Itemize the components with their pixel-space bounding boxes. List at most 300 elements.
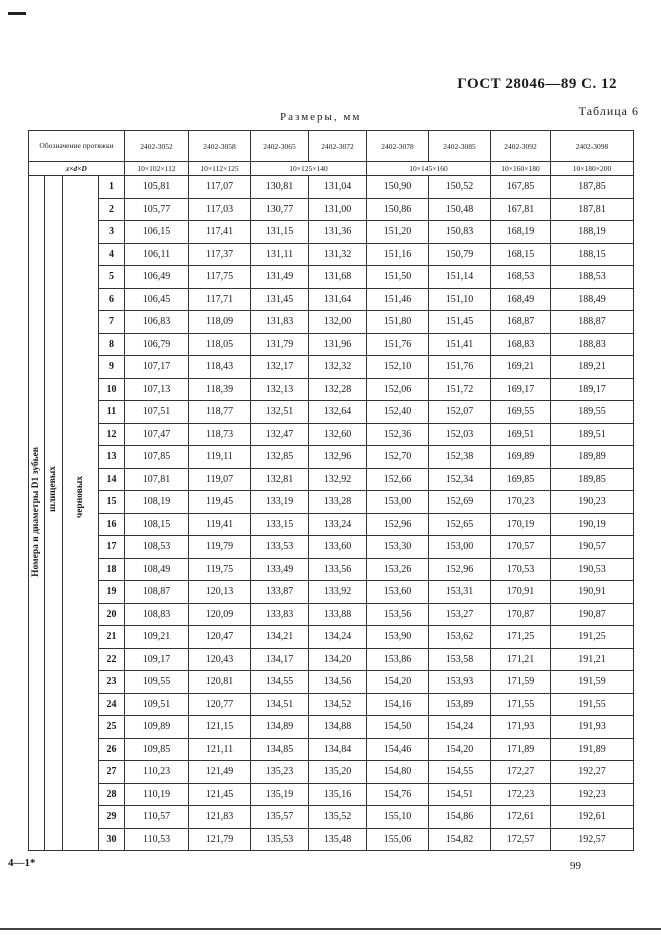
- diameter-value: 170,19: [491, 513, 551, 536]
- diameter-value: 169,85: [491, 468, 551, 491]
- tooth-number: 13: [99, 446, 125, 469]
- diameter-value: 131,04: [309, 176, 367, 199]
- vertical-label-cell: [63, 176, 99, 851]
- diameter-value: 133,15: [251, 513, 309, 536]
- diameter-value: 135,48: [309, 828, 367, 851]
- diameter-value: 109,55: [125, 671, 189, 694]
- table-row: [29, 176, 634, 199]
- diameter-value: 189,51: [551, 423, 634, 446]
- tooth-number: 21: [99, 626, 125, 649]
- diameter-value: 132,96: [309, 446, 367, 469]
- diameter-value: 108,15: [125, 513, 189, 536]
- diameter-value: 152,36: [367, 423, 429, 446]
- code-header: 2402-3058: [189, 131, 251, 162]
- code-header: 2402-3092: [491, 131, 551, 162]
- diameter-value: 191,25: [551, 626, 634, 649]
- tooth-number: 14: [99, 468, 125, 491]
- table-row: [29, 738, 634, 761]
- diameter-value: 153,89: [429, 693, 491, 716]
- diameter-value: 118,39: [189, 378, 251, 401]
- diameter-value: 134,21: [251, 626, 309, 649]
- diameter-value: 134,51: [251, 693, 309, 716]
- diameter-value: 135,23: [251, 761, 309, 784]
- scan-corner-mark: [8, 12, 26, 15]
- diameter-value: 134,55: [251, 671, 309, 694]
- diameter-value: 170,23: [491, 491, 551, 514]
- size-group-header: 10×145×160: [367, 162, 491, 176]
- diameter-value: 121,49: [189, 761, 251, 784]
- diameter-value: 132,81: [251, 468, 309, 491]
- diameter-value: 153,56: [367, 603, 429, 626]
- diameter-value: 121,83: [189, 806, 251, 829]
- tooth-number: 2: [99, 198, 125, 221]
- diameter-value: 188,15: [551, 243, 634, 266]
- vertical-label: Номера и диаметры D1 зубьев: [30, 446, 41, 577]
- vertical-label: шлицевых: [47, 466, 58, 512]
- diameter-value: 109,51: [125, 693, 189, 716]
- table-row: [29, 378, 634, 401]
- diameter-value: 131,15: [251, 221, 309, 244]
- diameter-value: 150,83: [429, 221, 491, 244]
- diameter-value: 152,96: [429, 558, 491, 581]
- diameter-value: 131,68: [309, 266, 367, 289]
- diameter-value: 121,45: [189, 783, 251, 806]
- diameter-value: 150,90: [367, 176, 429, 199]
- tooth-number: 11: [99, 401, 125, 424]
- diameter-value: 171,93: [491, 716, 551, 739]
- tooth-number: 4: [99, 243, 125, 266]
- tooth-number: 17: [99, 536, 125, 559]
- code-header: 2402-3098: [551, 131, 634, 162]
- diameter-value: 132,00: [309, 311, 367, 334]
- diameter-value: 110,23: [125, 761, 189, 784]
- diameter-value: 190,23: [551, 491, 634, 514]
- diameter-value: 151,14: [429, 266, 491, 289]
- table-row: [29, 311, 634, 334]
- diameter-value: 132,32: [309, 356, 367, 379]
- diameter-value: 154,20: [429, 738, 491, 761]
- table-row: [29, 401, 634, 424]
- diameter-value: 107,85: [125, 446, 189, 469]
- tooth-number: 28: [99, 783, 125, 806]
- table-label: Таблица 6: [578, 104, 639, 118]
- diameter-value: 153,86: [367, 648, 429, 671]
- diameter-value: 153,00: [429, 536, 491, 559]
- diameter-value: 121,15: [189, 716, 251, 739]
- diameter-value: 189,55: [551, 401, 634, 424]
- diameter-value: 117,07: [189, 176, 251, 199]
- diameter-value: 134,89: [251, 716, 309, 739]
- diameter-value: 187,85: [551, 176, 634, 199]
- diameter-value: 110,19: [125, 783, 189, 806]
- diameter-value: 133,28: [309, 491, 367, 514]
- code-header: 2402-3085: [429, 131, 491, 162]
- code-header: 2402-3078: [367, 131, 429, 162]
- diameter-value: 119,79: [189, 536, 251, 559]
- diameter-value: 133,56: [309, 558, 367, 581]
- diameter-value: 106,15: [125, 221, 189, 244]
- table-row: [29, 513, 634, 536]
- diameter-value: 190,91: [551, 581, 634, 604]
- diameter-value: 152,40: [367, 401, 429, 424]
- diameter-value: 106,45: [125, 288, 189, 311]
- diameter-value: 188,53: [551, 266, 634, 289]
- diameter-value: 131,00: [309, 198, 367, 221]
- diameter-value: 151,76: [429, 356, 491, 379]
- tooth-number: 6: [99, 288, 125, 311]
- diameter-value: 131,32: [309, 243, 367, 266]
- diameter-value: 153,58: [429, 648, 491, 671]
- diameter-value: 131,49: [251, 266, 309, 289]
- diameter-value: 131,83: [251, 311, 309, 334]
- vertical-label-cell: [45, 176, 63, 851]
- diameter-value: 134,84: [309, 738, 367, 761]
- diameter-value: 131,45: [251, 288, 309, 311]
- diameter-value: 106,83: [125, 311, 189, 334]
- diameter-value: 132,51: [251, 401, 309, 424]
- diameter-value: 151,50: [367, 266, 429, 289]
- diameter-value: 154,86: [429, 806, 491, 829]
- diameter-value: 170,91: [491, 581, 551, 604]
- diameter-value: 154,46: [367, 738, 429, 761]
- diameter-value: 188,19: [551, 221, 634, 244]
- table-row: [29, 221, 634, 244]
- diameter-value: 134,88: [309, 716, 367, 739]
- tooth-number: 16: [99, 513, 125, 536]
- tooth-number: 26: [99, 738, 125, 761]
- table-row: [29, 356, 634, 379]
- table-row: [29, 423, 634, 446]
- diameter-value: 119,07: [189, 468, 251, 491]
- diameter-value: 133,87: [251, 581, 309, 604]
- diameter-value: 120,77: [189, 693, 251, 716]
- tooth-number: 24: [99, 693, 125, 716]
- diameter-value: 110,53: [125, 828, 189, 851]
- diameter-value: 171,21: [491, 648, 551, 671]
- table-row: [29, 243, 634, 266]
- diameter-value: 152,03: [429, 423, 491, 446]
- diameter-value: 153,62: [429, 626, 491, 649]
- diameter-value: 133,92: [309, 581, 367, 604]
- diameter-value: 132,47: [251, 423, 309, 446]
- diameter-value: 170,53: [491, 558, 551, 581]
- diameter-value: 107,17: [125, 356, 189, 379]
- diameter-value: 132,60: [309, 423, 367, 446]
- diameter-value: 108,87: [125, 581, 189, 604]
- tooth-number: 15: [99, 491, 125, 514]
- table-row: [29, 558, 634, 581]
- diameter-value: 171,89: [491, 738, 551, 761]
- dimensions-table: [28, 130, 634, 851]
- diameter-value: 154,20: [367, 671, 429, 694]
- diameter-value: 191,89: [551, 738, 634, 761]
- diameter-value: 132,85: [251, 446, 309, 469]
- diameter-value: 153,60: [367, 581, 429, 604]
- diameter-value: 117,37: [189, 243, 251, 266]
- diameter-value: 120,13: [189, 581, 251, 604]
- diameter-value: 152,65: [429, 513, 491, 536]
- diameter-value: 109,85: [125, 738, 189, 761]
- diameter-value: 189,17: [551, 378, 634, 401]
- diameter-value: 131,79: [251, 333, 309, 356]
- diameter-value: 108,19: [125, 491, 189, 514]
- diameter-value: 130,77: [251, 198, 309, 221]
- diameter-value: 189,21: [551, 356, 634, 379]
- diameter-value: 117,03: [189, 198, 251, 221]
- diameter-value: 135,19: [251, 783, 309, 806]
- table-row: [29, 266, 634, 289]
- size-group-header: 10×112×125: [189, 162, 251, 176]
- diameter-value: 135,53: [251, 828, 309, 851]
- diameter-value: 154,51: [429, 783, 491, 806]
- table-row: [29, 581, 634, 604]
- diameter-value: 134,52: [309, 693, 367, 716]
- diameter-value: 188,87: [551, 311, 634, 334]
- codes-header-row: [29, 131, 634, 162]
- diameter-value: 133,60: [309, 536, 367, 559]
- diameter-value: 151,16: [367, 243, 429, 266]
- diameter-value: 135,16: [309, 783, 367, 806]
- diameter-value: 152,70: [367, 446, 429, 469]
- diameter-value: 150,48: [429, 198, 491, 221]
- diameter-value: 154,82: [429, 828, 491, 851]
- diameter-value: 133,83: [251, 603, 309, 626]
- diameter-value: 168,53: [491, 266, 551, 289]
- diameter-value: 108,49: [125, 558, 189, 581]
- diameter-value: 119,11: [189, 446, 251, 469]
- diameter-value: 107,13: [125, 378, 189, 401]
- tooth-number: 20: [99, 603, 125, 626]
- diameter-value: 190,53: [551, 558, 634, 581]
- diameter-value: 131,64: [309, 288, 367, 311]
- table-row: [29, 536, 634, 559]
- diameter-value: 191,93: [551, 716, 634, 739]
- diameter-value: 133,88: [309, 603, 367, 626]
- diameter-value: 106,11: [125, 243, 189, 266]
- diameter-value: 167,81: [491, 198, 551, 221]
- diameter-value: 191,59: [551, 671, 634, 694]
- code-header: 2402-3072: [309, 131, 367, 162]
- diameter-value: 189,85: [551, 468, 634, 491]
- formula-header: z×d×D: [29, 162, 125, 176]
- diameter-value: 132,28: [309, 378, 367, 401]
- diameter-value: 118,43: [189, 356, 251, 379]
- diameter-value: 119,41: [189, 513, 251, 536]
- tooth-number: 5: [99, 266, 125, 289]
- diameter-value: 155,06: [367, 828, 429, 851]
- diameter-value: 150,86: [367, 198, 429, 221]
- tooth-number: 19: [99, 581, 125, 604]
- diameter-value: 119,45: [189, 491, 251, 514]
- diameter-value: 133,49: [251, 558, 309, 581]
- diameter-value: 172,23: [491, 783, 551, 806]
- diameter-value: 117,75: [189, 266, 251, 289]
- footer-sheet-mark: 4—1*: [8, 857, 36, 869]
- diameter-value: 118,73: [189, 423, 251, 446]
- tooth-number: 7: [99, 311, 125, 334]
- diameter-value: 134,85: [251, 738, 309, 761]
- diameter-value: 153,30: [367, 536, 429, 559]
- diameter-value: 189,89: [551, 446, 634, 469]
- diameter-value: 153,26: [367, 558, 429, 581]
- tooth-number: 10: [99, 378, 125, 401]
- vertical-label: черновых: [74, 476, 85, 519]
- diameter-value: 154,24: [429, 716, 491, 739]
- diameter-value: 172,61: [491, 806, 551, 829]
- diameter-value: 155,10: [367, 806, 429, 829]
- size-group-header: 10×102×112: [125, 162, 189, 176]
- diameter-value: 153,31: [429, 581, 491, 604]
- diameter-value: 152,07: [429, 401, 491, 424]
- sizes-label: Размеры, мм: [280, 111, 362, 123]
- code-header: 2402-3052: [125, 131, 189, 162]
- diameter-value: 132,64: [309, 401, 367, 424]
- diameter-value: 171,55: [491, 693, 551, 716]
- diameter-value: 150,79: [429, 243, 491, 266]
- diameter-value: 133,53: [251, 536, 309, 559]
- tooth-number: 25: [99, 716, 125, 739]
- diameter-value: 120,47: [189, 626, 251, 649]
- diameter-value: 117,71: [189, 288, 251, 311]
- diameter-value: 168,83: [491, 333, 551, 356]
- tooth-number: 22: [99, 648, 125, 671]
- diameter-value: 171,59: [491, 671, 551, 694]
- diameter-value: 108,53: [125, 536, 189, 559]
- tooth-number: 9: [99, 356, 125, 379]
- diameter-value: 154,76: [367, 783, 429, 806]
- diameter-value: 107,81: [125, 468, 189, 491]
- diameter-value: 151,46: [367, 288, 429, 311]
- diameter-value: 118,05: [189, 333, 251, 356]
- table-row: [29, 783, 634, 806]
- diameter-value: 170,57: [491, 536, 551, 559]
- diameter-value: 131,96: [309, 333, 367, 356]
- diameter-value: 172,57: [491, 828, 551, 851]
- diameter-value: 169,17: [491, 378, 551, 401]
- diameter-value: 169,89: [491, 446, 551, 469]
- diameter-value: 154,80: [367, 761, 429, 784]
- diameter-value: 171,25: [491, 626, 551, 649]
- diameter-value: 151,76: [367, 333, 429, 356]
- diameter-value: 110,57: [125, 806, 189, 829]
- diameter-value: 150,52: [429, 176, 491, 199]
- code-header: 2402-3065: [251, 131, 309, 162]
- diameter-value: 109,17: [125, 648, 189, 671]
- table-row: [29, 446, 634, 469]
- diameter-value: 151,10: [429, 288, 491, 311]
- diameter-value: 152,69: [429, 491, 491, 514]
- diameter-value: 105,77: [125, 198, 189, 221]
- diameter-value: 119,75: [189, 558, 251, 581]
- diameter-value: 192,57: [551, 828, 634, 851]
- diameter-value: 153,27: [429, 603, 491, 626]
- tooth-number: 23: [99, 671, 125, 694]
- diameter-value: 135,20: [309, 761, 367, 784]
- diameter-value: 132,92: [309, 468, 367, 491]
- diameter-value: 109,21: [125, 626, 189, 649]
- diameter-value: 192,27: [551, 761, 634, 784]
- diameter-value: 151,41: [429, 333, 491, 356]
- diameter-value: 152,34: [429, 468, 491, 491]
- diameter-value: 120,09: [189, 603, 251, 626]
- diameter-value: 121,79: [189, 828, 251, 851]
- diameter-value: 109,89: [125, 716, 189, 739]
- tooth-number: 3: [99, 221, 125, 244]
- vertical-label-cell: [29, 176, 45, 851]
- diameter-value: 168,15: [491, 243, 551, 266]
- diameter-value: 151,72: [429, 378, 491, 401]
- diameter-value: 170,87: [491, 603, 551, 626]
- diameter-value: 192,61: [551, 806, 634, 829]
- diameter-value: 117,41: [189, 221, 251, 244]
- table-row: [29, 603, 634, 626]
- document-header: ГОСТ 28046—89 С. 12: [457, 76, 617, 92]
- diameter-value: 120,43: [189, 648, 251, 671]
- table-row: [29, 716, 634, 739]
- scan-bottom-line: [0, 928, 661, 930]
- diameter-value: 168,49: [491, 288, 551, 311]
- diameter-value: 133,24: [309, 513, 367, 536]
- tooth-number: 30: [99, 828, 125, 851]
- diameter-value: 135,52: [309, 806, 367, 829]
- table-row: [29, 333, 634, 356]
- diameter-value: 154,55: [429, 761, 491, 784]
- diameter-value: 151,20: [367, 221, 429, 244]
- table-row: [29, 648, 634, 671]
- page-number: 99: [570, 860, 581, 872]
- diameter-value: 188,83: [551, 333, 634, 356]
- diameter-value: 131,11: [251, 243, 309, 266]
- table-row: [29, 693, 634, 716]
- diameter-value: 191,21: [551, 648, 634, 671]
- diameter-value: 167,85: [491, 176, 551, 199]
- diameter-value: 108,83: [125, 603, 189, 626]
- diameter-value: 135,57: [251, 806, 309, 829]
- tooth-number: 8: [99, 333, 125, 356]
- diameter-value: 152,10: [367, 356, 429, 379]
- diameter-value: 105,81: [125, 176, 189, 199]
- diameter-value: 152,38: [429, 446, 491, 469]
- diameter-value: 169,51: [491, 423, 551, 446]
- diameter-value: 153,00: [367, 491, 429, 514]
- diameter-value: 107,51: [125, 401, 189, 424]
- size-group-header: 10×125×140: [251, 162, 367, 176]
- diameter-value: 131,36: [309, 221, 367, 244]
- diameter-value: 121,11: [189, 738, 251, 761]
- diameter-value: 168,87: [491, 311, 551, 334]
- diameter-value: 152,96: [367, 513, 429, 536]
- diameter-value: 134,24: [309, 626, 367, 649]
- table-row: [29, 806, 634, 829]
- diameter-value: 132,13: [251, 378, 309, 401]
- table-row: [29, 198, 634, 221]
- diameter-value: 169,55: [491, 401, 551, 424]
- diameter-value: 120,81: [189, 671, 251, 694]
- diameter-value: 187,81: [551, 198, 634, 221]
- tooth-number: 12: [99, 423, 125, 446]
- diameter-value: 153,90: [367, 626, 429, 649]
- size-group-header: 10×180×200: [551, 162, 634, 176]
- diameter-value: 172,27: [491, 761, 551, 784]
- diameter-value: 118,77: [189, 401, 251, 424]
- diameter-value: 133,19: [251, 491, 309, 514]
- diameter-value: 154,50: [367, 716, 429, 739]
- table-row: [29, 288, 634, 311]
- diameter-value: 154,16: [367, 693, 429, 716]
- diameter-value: 152,06: [367, 378, 429, 401]
- table-row: [29, 468, 634, 491]
- diameter-value: 106,79: [125, 333, 189, 356]
